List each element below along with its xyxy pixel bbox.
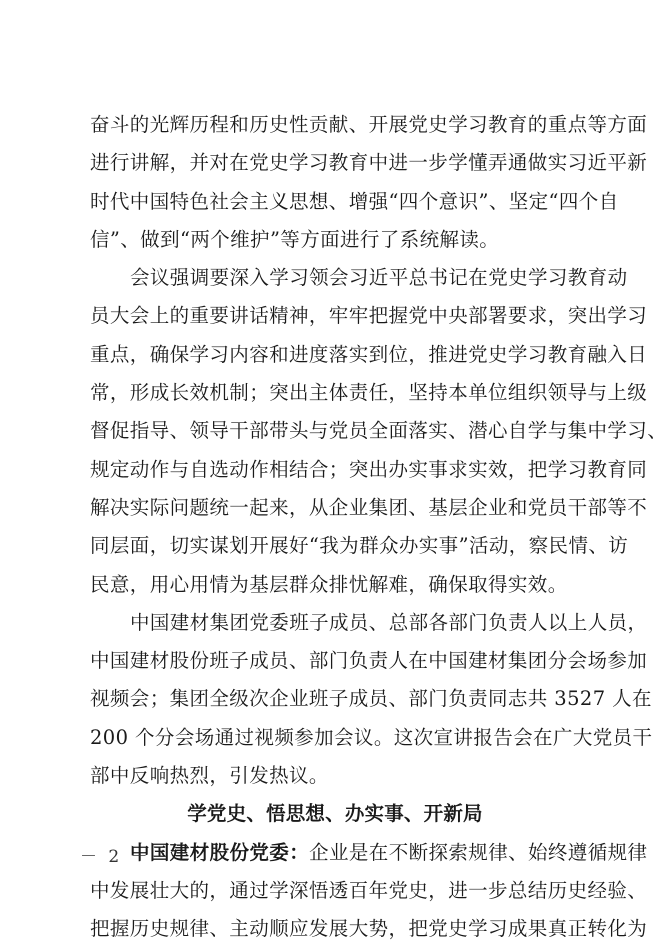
text-line: 进行讲解，并对在党史学习教育中进一步学懂弄通做实习近平新 xyxy=(90,151,648,175)
text-line: 规定动作与自选动作相结合；突出办实事求实效，把学习教育同 xyxy=(90,457,648,481)
text-line: 民意，用心用情为基层群众排忧解难，确保取得实效。 xyxy=(90,572,568,596)
text-line: 同层面，切实谋划开展好“我为群众办实事”活动，察民情、访 xyxy=(90,534,629,558)
section-lead: 中国建材股份党委： xyxy=(130,840,310,864)
section-paragraph-start xyxy=(90,834,648,872)
text-line: 督促指导、领导干部带头与党员全面落实、潜心自学与集中学习、 xyxy=(90,419,667,443)
page-number: － 2 － xyxy=(80,847,151,867)
text-line: 信”、做到“两个维护”等方面进行了系统解读。 xyxy=(90,227,500,251)
paragraph-start-line: 中国建材集团党委班子成员、总部各部门负责人以上人员， xyxy=(130,610,648,634)
section-heading: 学党史、悟思想、办实事、开新局 xyxy=(187,802,483,826)
text-line: 视频会；集团全级次企业班子成员、部门负责同志共 3527 人在 xyxy=(90,687,652,711)
text-line: 中发展壮大的，通过学深悟透百年党史，进一步总结历史经验、 xyxy=(90,878,648,902)
document-body xyxy=(90,106,667,949)
text-line: 把握历史规律、主动顺应发展大势，把党史学习成果真正转化为 xyxy=(90,917,648,941)
text-line: 重点，确保学习内容和进度落实到位，推进党史学习教育融入日 xyxy=(90,342,648,366)
text-line: 奋斗的光辉历程和历史性贡献、开展党史学习教育的重点等方面 xyxy=(90,113,648,136)
text-line: 200 个分会场通过视频参加会议。这次宣讲报告会在广大党员干 xyxy=(90,725,653,749)
text-line: 中国建材股份班子成员、部门负责人在中国建材集团分会场参加 xyxy=(90,649,648,673)
section-lead-text: 企业是在不断探索规律、始终遵循规律 xyxy=(309,840,648,864)
text-line: 解决实际问题统一起来，从企业集团、基层企业和党员干部等不 xyxy=(90,495,648,519)
text-line: 员大会上的重要讲话精神，牢牢把握党中央部署要求，突出学习 xyxy=(90,304,648,328)
text-line: 部中反响热烈，引发热议。 xyxy=(90,764,329,788)
text-line: 常，形成长效机制；突出主体责任，坚持本单位组织领导与上级 xyxy=(90,381,648,405)
text-line: 时代中国特色社会主义思想、增强“四个意识”、坚定“四个自 xyxy=(90,189,619,213)
paragraph-start-line: 会议强调要深入学习领会习近平总书记在党史学习教育动 xyxy=(130,266,628,290)
